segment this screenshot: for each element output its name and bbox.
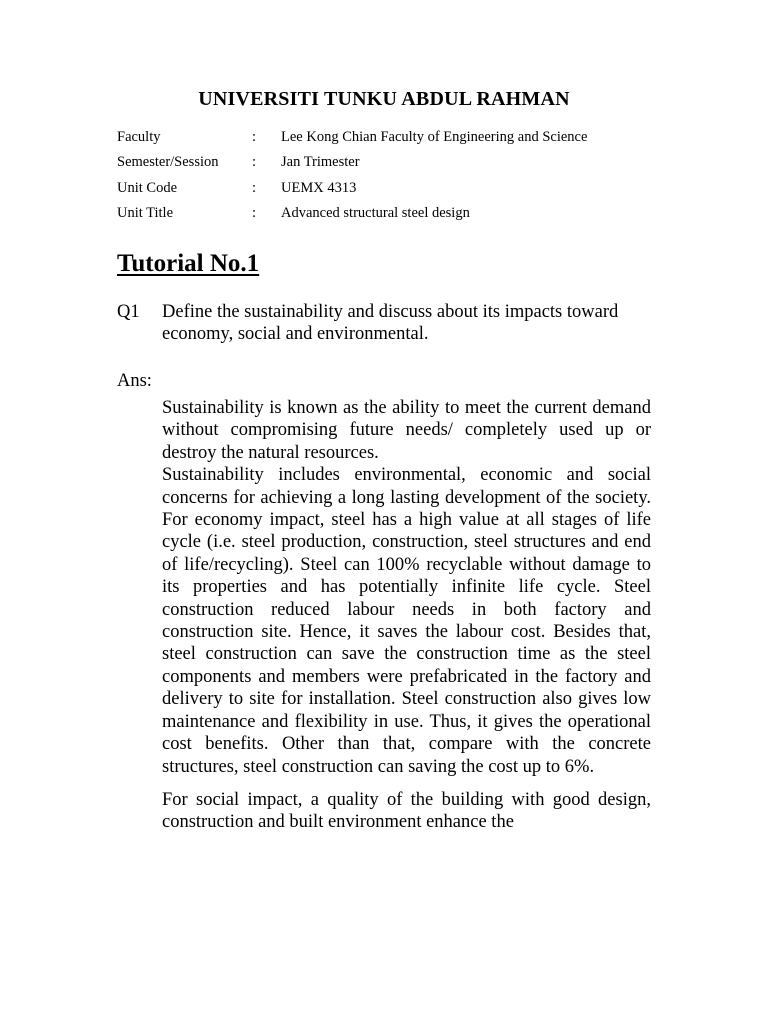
answer-paragraph: Sustainability includes environmental, economic and social concerns for achieving a long lasting development of the society. For economy impact, steel has a high value at all stages of life cycle (i.e. steel production, construction, steel structures and end of life/recycling). Steel can 100% recyclable without damage to its properties and has potentially infinite life cycle. Steel construction reduced labour needs in both factory and construction site. Hence, it saves the labour cost. Besides that, steel construction can save the construction time as the steel components and members were prefabricated in the factory and delivery to site for installation. Steel construction also gives low maintenance and flexibility in use. Thus, it gives the operational cost benefits. Other than that, compare with the concrete structures, steel construction can saving the cost up to 6%. (162, 465, 651, 777)
info-value: Advanced structural steel design (281, 204, 470, 221)
info-colon: : (252, 179, 257, 196)
answer-body (162, 397, 651, 834)
question-number: Q1 (117, 302, 140, 322)
info-value: Lee Kong Chian Faculty of Engineering and Science (281, 129, 588, 145)
info-colon: : (252, 154, 257, 171)
info-label: Semester/Session (117, 154, 219, 171)
answer-paragraph: Sustainability is known as the ability to meet the current demand without compromising future needs/ completely used up or destroy the natural resources. (162, 398, 651, 463)
info-colon: : (252, 129, 257, 145)
info-label: Unit Code (117, 179, 178, 196)
info-value: UEMX 4313 (281, 179, 357, 196)
answer-paragraph: For social impact, a quality of the building with good design, construction and built environment enhance the (162, 789, 651, 833)
tutorial-heading: Tutorial No.1 (117, 250, 260, 277)
university-title: UNIVERSITI TUNKU ABDUL RAHMAN (198, 88, 570, 110)
info-label: Faculty (117, 129, 161, 145)
question-text: Define the sustainability and discuss about its impacts toward economy, social and environmental. (162, 302, 619, 345)
info-colon: : (252, 204, 257, 221)
info-label: Unit Title (117, 204, 174, 221)
answer-label: Ans: (117, 371, 152, 391)
info-value: Jan Trimester (281, 154, 360, 171)
